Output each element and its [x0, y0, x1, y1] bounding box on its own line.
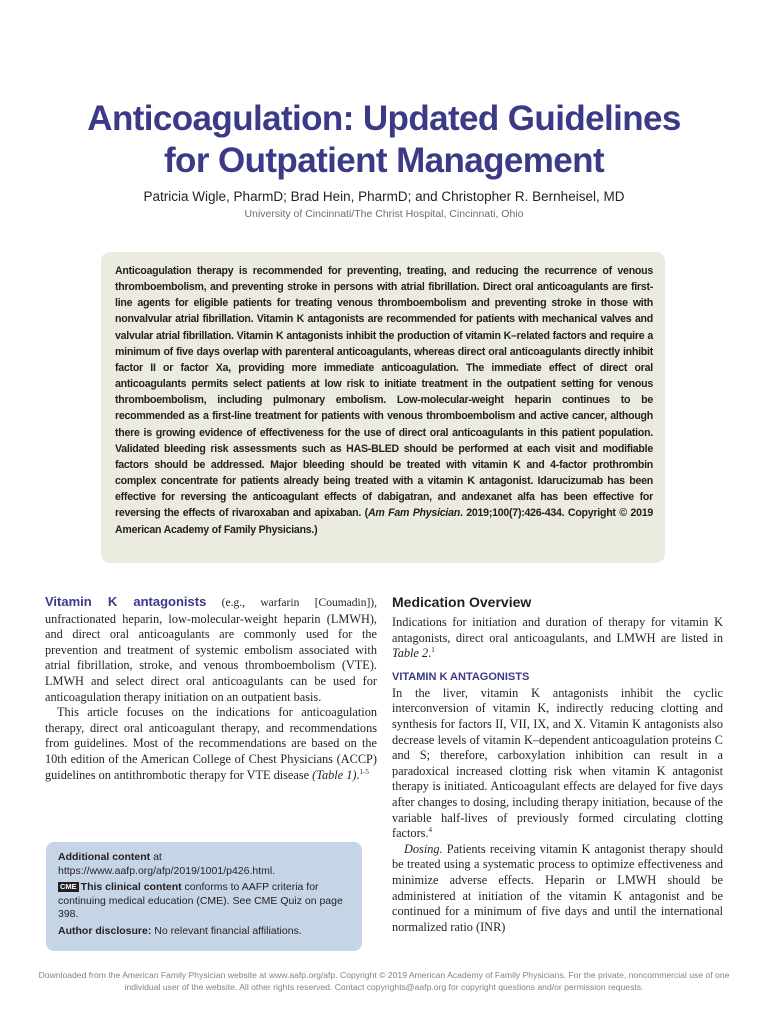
abstract-text [115, 263, 653, 538]
copyright-footer: Downloaded from the American Family Physician website at www.aafp.org/afp. Copyright © 2019 American Academy of Family Physicians. For the private, noncommercial use of one individual user of the website. All other rights reserved. Contact copyrights@aafp.org for copyright questions and/or permission requests. [38, 970, 730, 992]
abstract-box [101, 252, 665, 563]
disclosure-label: Author disclosure: [58, 924, 152, 937]
disclosure-note [58, 925, 352, 939]
abstract-body: Anticoagulation therapy is recommended for preventing, treating, and reducing the recurrence of venous thromboembolism, and preventing stroke in persons with atrial fibrillation. Direct oral anticoagulants are first-line agents for eligible patients for treating venous thromboembolism and preventing stroke in those with nonvalvular atrial fibrillation. Vitamin K antagonists are recommended for patients with mechanical valves and valvular atrial fibrillation. Vitamin K antagonists inhibit the production of vitamin K–related factors and require a minimum of five days overlap with parenteral anticoagulants, whereas direct oral anticoagulants directly inhibit factor II or factor Xa, providing more immediate anticoagulation. The immediate effect of direct oral anticoagulants permits select patients at low risk to initiate treatment in the outpatient setting for venous thromboembolism, including pulmonary embolism. Low-molecular-weight heparin continues to be recommended as a first-line treatment for patients with venous thromboembolism and active cancer, although there is growing evidence of effectiveness for the use of direct oral anticoagulants in this patient population. Validated bleeding risk assessments such as HAS-BLED should be performed at each visit and modifiable factors should be addressed. Major bleeding should be treated with vitamin K and 4-factor prothrombin complex concentrate for patients already being treated with a vitamin K antagonist. Idarucizumab has been effective for reversing the anticoagulant effects of dabigatran, and andexanet alfa has been effective for reversing the effects of rivaroxaban and apixaban. ( [115, 265, 653, 520]
dosing-paragraph [392, 842, 723, 936]
overview-paragraph: Indications for initiation and duration of therapy for vitamin K antagonists, direct oral anticoagulants, and LMWH are listed in Table 2.$^1$ [392, 615, 723, 661]
cme-text: conforms to AAFP criteria for continuing medical education (CME). See CME Quiz on page 398. [58, 881, 343, 921]
reference-superscript[interactable]: 4 [428, 826, 433, 835]
reference-superscript[interactable]: 1 [431, 646, 435, 655]
cme-label: This clinical content [80, 881, 182, 894]
abstract-journal: Am Fam Physician [367, 507, 460, 520]
table-2-reference[interactable]: Table 2 [392, 646, 429, 661]
additional-content-label: Additional content [58, 851, 151, 863]
section-heading: Medication Overview [392, 594, 532, 610]
scope-paragraph: This article focuses on the indications for anticoagulation therapy, direct oral anticoagulant therapy, and recommendations from guidelines. Most of the recommendations are based on the 10th edition of the American College of Chest Physicians (ACCP) guidelines on antithrombotic therapy for VTE disease (Table 1).$^{1-5}$ [45, 705, 377, 782]
intro-paragraph [45, 594, 377, 705]
overview-text: Indications for initiation and duration of therapy for vitamin K antagonists, direct oral anticoagulants, and LMWH are listed in [392, 615, 723, 645]
right-column [392, 594, 723, 935]
additional-content-note [58, 851, 352, 878]
table-1-reference[interactable]: (Table 1) [312, 767, 357, 782]
abstract-citation: . 2019;100(7):426-434. Copyright © 2019 American Academy of Family Physicians.) [115, 507, 654, 536]
reference-superscript[interactable]: 1-5 [359, 767, 369, 776]
disclosure-text: No relevant financial affiliations. [151, 924, 302, 937]
intro-paragraph-text: unfractionated heparin, low-molecular-weight heparin (LMWH), and direct oral anticoagulants are commonly used for the prevention and treatment of systemic embolism associated with atrial fibrillation, stroke, and venous thromboembolism (VTE). LMWH and select direct oral anticoagulants can be used for anticoagulation therapy initiation on an outpatient basis. [45, 611, 377, 704]
lead-in: Vitamin K antagonists [45, 594, 207, 609]
affiliation: University of Cincinnati/The Christ Hospital, Cincinnati, Ohio [244, 208, 524, 220]
title-line-1: Anticoagulation: Updated Guidelines [87, 99, 681, 138]
additional-content-link[interactable]: at https://www.aafp.org/afp/2019/1001/p426.html. [58, 851, 276, 877]
lead-in-parenthetical: (e.g., warfarin [Coumadin]), [206, 597, 377, 609]
mechanism-paragraph [392, 686, 723, 842]
left-column [45, 594, 377, 783]
scope-paragraph-text: This article focuses on the indications for anticoagulation therapy, direct oral anticoagulant therapy, and recommendations from guidelines. Most of the recommendations are based on the 10th edition of the American College of Chest Physicians (ACCP) guidelines on antithrombotic therapy for VTE disease [45, 705, 377, 782]
subsection-heading: VITAMIN K ANTAGONISTS [392, 670, 530, 683]
cme-note [58, 881, 352, 922]
article-title [0, 98, 768, 182]
dosing-label: Dosing. [404, 841, 443, 856]
info-box [46, 842, 362, 951]
mechanism-text: In the liver, vitamin K antagonists inhibit the cyclic interconversion of vitamin K, indirectly reducing clotting and synthesis for factors II, VII, IX, and X. Vitamin K antagonists also decrease levels of vitamin K–dependent anticoagulation proteins C and S; therefore, carboxylation inhibition can result in a paradoxical increased clotting risk when vitamin K antagonist therapy is initiated. Anticoagulant effects are delayed for five days after changes to dosing, including therapy initiation, because of the variable half-lives of previously formed circulating clotting factors. [392, 685, 723, 841]
title-line-2: for Outpatient Management [163, 141, 605, 180]
author-list: Patricia Wigle, PharmD; Brad Hein, PharmD; and Christopher R. Bernheisel, MD [143, 189, 625, 204]
cme-badge-icon: CME [60, 882, 77, 892]
dosing-text: Patients receiving vitamin K antagonist therapy should be treated using a systematic process to optimize effectiveness and minimize adverse effects. Heparin or LMWH should be administered at initiation of the vitamin K antagonist and be continued for a minimum of five days and until the international normalized ratio (INR) [392, 841, 723, 934]
